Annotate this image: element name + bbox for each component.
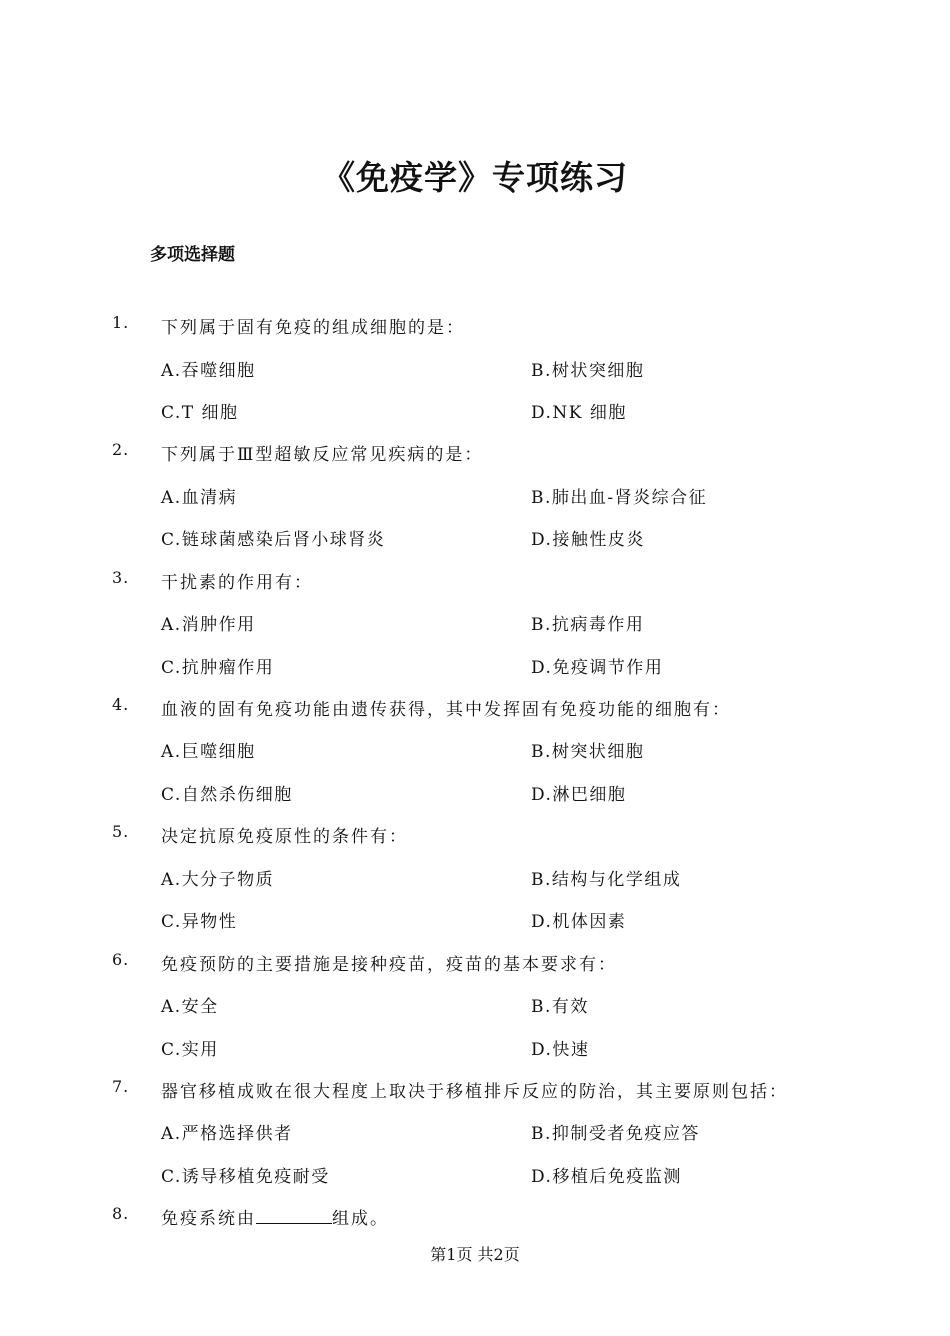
question-text: 血液的固有免疫功能由遗传获得，其中发挥固有免疫功能的细胞有：: [161, 699, 731, 720]
option: C.实用: [161, 1039, 219, 1060]
question-text: 下列属于固有免疫的组成细胞的是：: [161, 318, 465, 338]
question-number: 2.: [112, 440, 130, 460]
option: C.诱导移植免疫耐受: [161, 1166, 330, 1187]
option: C.T 细胞: [161, 403, 239, 423]
option: D.淋巴细胞: [531, 784, 627, 805]
question-text: 决定抗原免疫原性的条件有：: [161, 827, 408, 848]
page-footer: 第1页 共2页: [430, 1245, 520, 1264]
question-number: 6.: [112, 949, 130, 969]
option: A.吞噬细胞: [161, 360, 256, 381]
question-text: 免疫预防的主要措施是接种疫苗，疫苗的基本要求有：: [161, 954, 617, 975]
option: D.机体因素: [531, 912, 627, 933]
question-number: 4.: [112, 694, 130, 714]
question-number: 7.: [112, 1076, 130, 1096]
question-text: 干扰素的作用有：: [161, 572, 313, 593]
option: B.树突状细胞: [531, 742, 645, 763]
option: D.接触性皮炎: [531, 530, 645, 551]
option: B.结构与化学组成: [531, 869, 682, 890]
question-text: [161, 1204, 389, 1229]
option: C.抗肿瘤作用: [161, 657, 275, 678]
option: D.免疫调节作用: [531, 657, 664, 678]
option: B.肺出血-肾炎综合征: [531, 487, 708, 508]
option: D.NK 细胞: [531, 403, 627, 423]
question-number: 8.: [112, 1204, 130, 1223]
question-number: 1.: [112, 313, 130, 332]
option: D.快速: [531, 1039, 590, 1060]
option: C.链球菌感染后肾小球肾炎: [161, 530, 386, 551]
question-number: 5.: [112, 822, 130, 842]
option: D.移植后免疫监测: [531, 1166, 682, 1187]
page-title: 《免疫学》专项练习: [322, 158, 628, 197]
question-text: 器官移植成败在很大程度上取决于移植排斥反应的防治，其主要原则包括：: [161, 1081, 788, 1102]
option: B.抗病毒作用: [531, 615, 645, 636]
option: C.异物性: [161, 912, 238, 933]
option: A.安全: [161, 997, 219, 1017]
question-text-before: 免疫系统由: [161, 1209, 256, 1229]
option: A.消肿作用: [161, 615, 256, 636]
section-title: 多项选择题: [150, 245, 235, 265]
option: B.树状突细胞: [531, 360, 645, 381]
option: B.有效: [531, 997, 589, 1017]
option: A.大分子物质: [161, 869, 275, 890]
option: C.自然杀伤细胞: [161, 784, 293, 805]
question-text-after: 组成。: [332, 1209, 389, 1229]
question-number: 3.: [112, 567, 130, 587]
option: B.抑制受者免疫应答: [531, 1124, 700, 1145]
option: A.巨噬细胞: [161, 742, 256, 763]
option: A.严格选择供者: [161, 1124, 293, 1145]
option: A.血清病: [161, 487, 238, 508]
question-text: 下列属于Ⅲ型超敏反应常见疾病的是：: [161, 445, 484, 466]
fill-in-blank: [256, 1207, 332, 1224]
